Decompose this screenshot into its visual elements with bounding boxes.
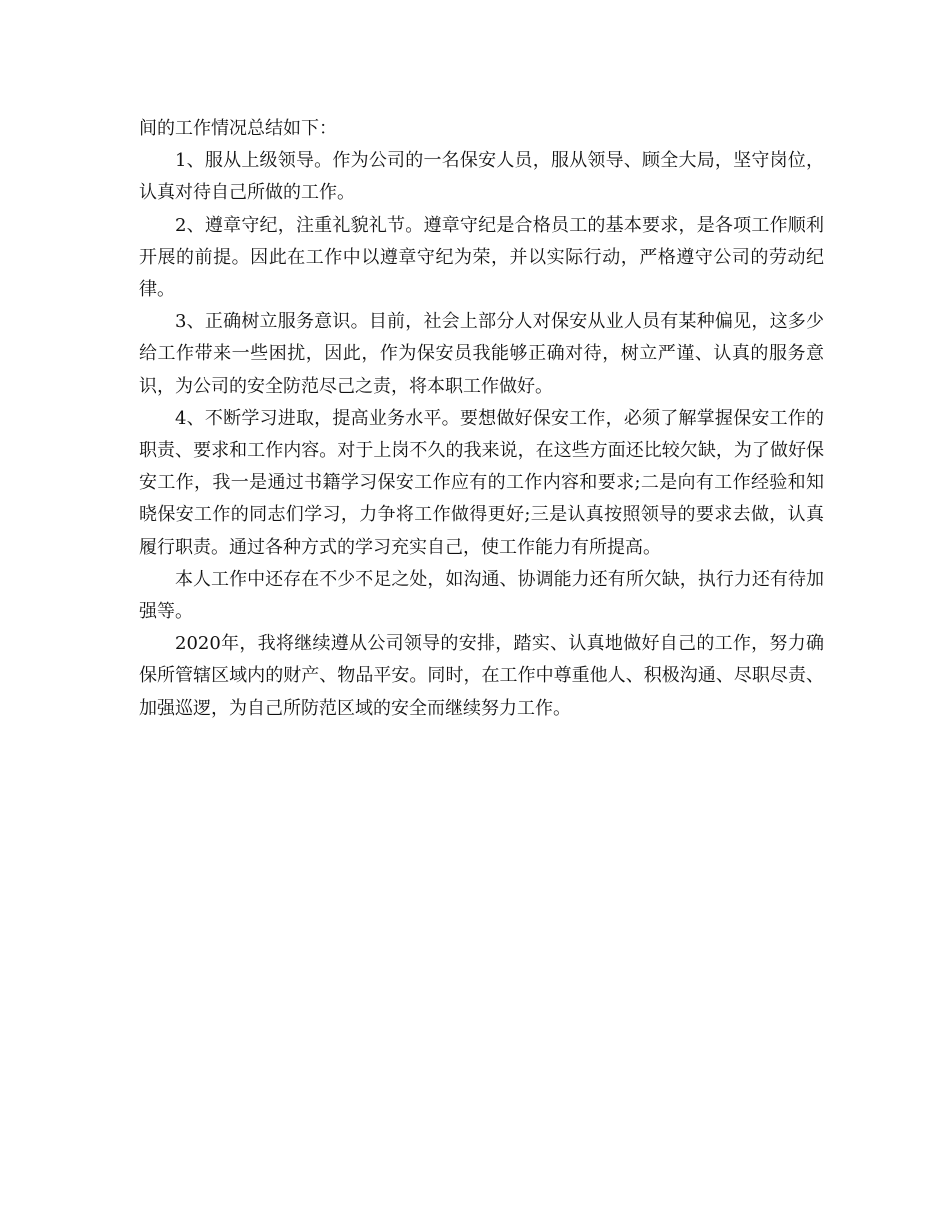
paragraph-shortcomings: 本人工作中还存在不少不足之处，如沟通、协调能力还有所欠缺，执行力还有待加强等。 xyxy=(139,568,824,623)
paragraph-plan: 2020年，我将继续遵从公司领导的安排，踏实、认真地做好自己的工作，努力确保所管辖区域内的财产、物品平安。同时，在工作中尊重他人、积极沟通、尽职尽责、加强巡逻，为自己所防范区域的安全而继续努力工作。 xyxy=(139,633,824,719)
paragraph-point-1: 1、服从上级领导。作为公司的一名保安人员，服从领导、顾全大局，坚守岗位，认真对待自己所做的工作。 xyxy=(139,150,824,204)
paragraph-intro-continuation: 间的工作情况总结如下： xyxy=(139,118,337,139)
document-body xyxy=(139,113,824,725)
paragraph-point-2: 2、遵章守纪，注重礼貌礼节。遵章守纪是合格员工的基本要求，是各项工作顺利开展的前提。因此在工作中以遵章守纪为荣，并以实际行动，严格遵守公司的劳动纪律。 xyxy=(139,214,824,301)
paragraph-point-4: 4、不断学习进取，提高业务水平。要想做好保安工作，必须了解掌握保安工作的职责、要求和工作内容。对于上岗不久的我来说，在这些方面还比较欠缺，为了做好保安工作，我一是通过书籍学习保安工作应有的工作内容和要求;二是向有工作经验和知晓保安工作的同志们学习，力争将工作做得更好;三是认真按照领导的要求去做，认真履行职责。通过各种方式的学习充实自己，使工作能力有所提高。 xyxy=(139,407,824,558)
paragraph-point-3: 3、正确树立服务意识。目前，社会上部分人对保安从业人员有某种偏见，这多少给工作带来一些困扰，因此，作为保安员我能够正确对待，树立严谨、认真的服务意识，为公司的安全防范尽己之责，将本职工作做好。 xyxy=(139,311,824,397)
